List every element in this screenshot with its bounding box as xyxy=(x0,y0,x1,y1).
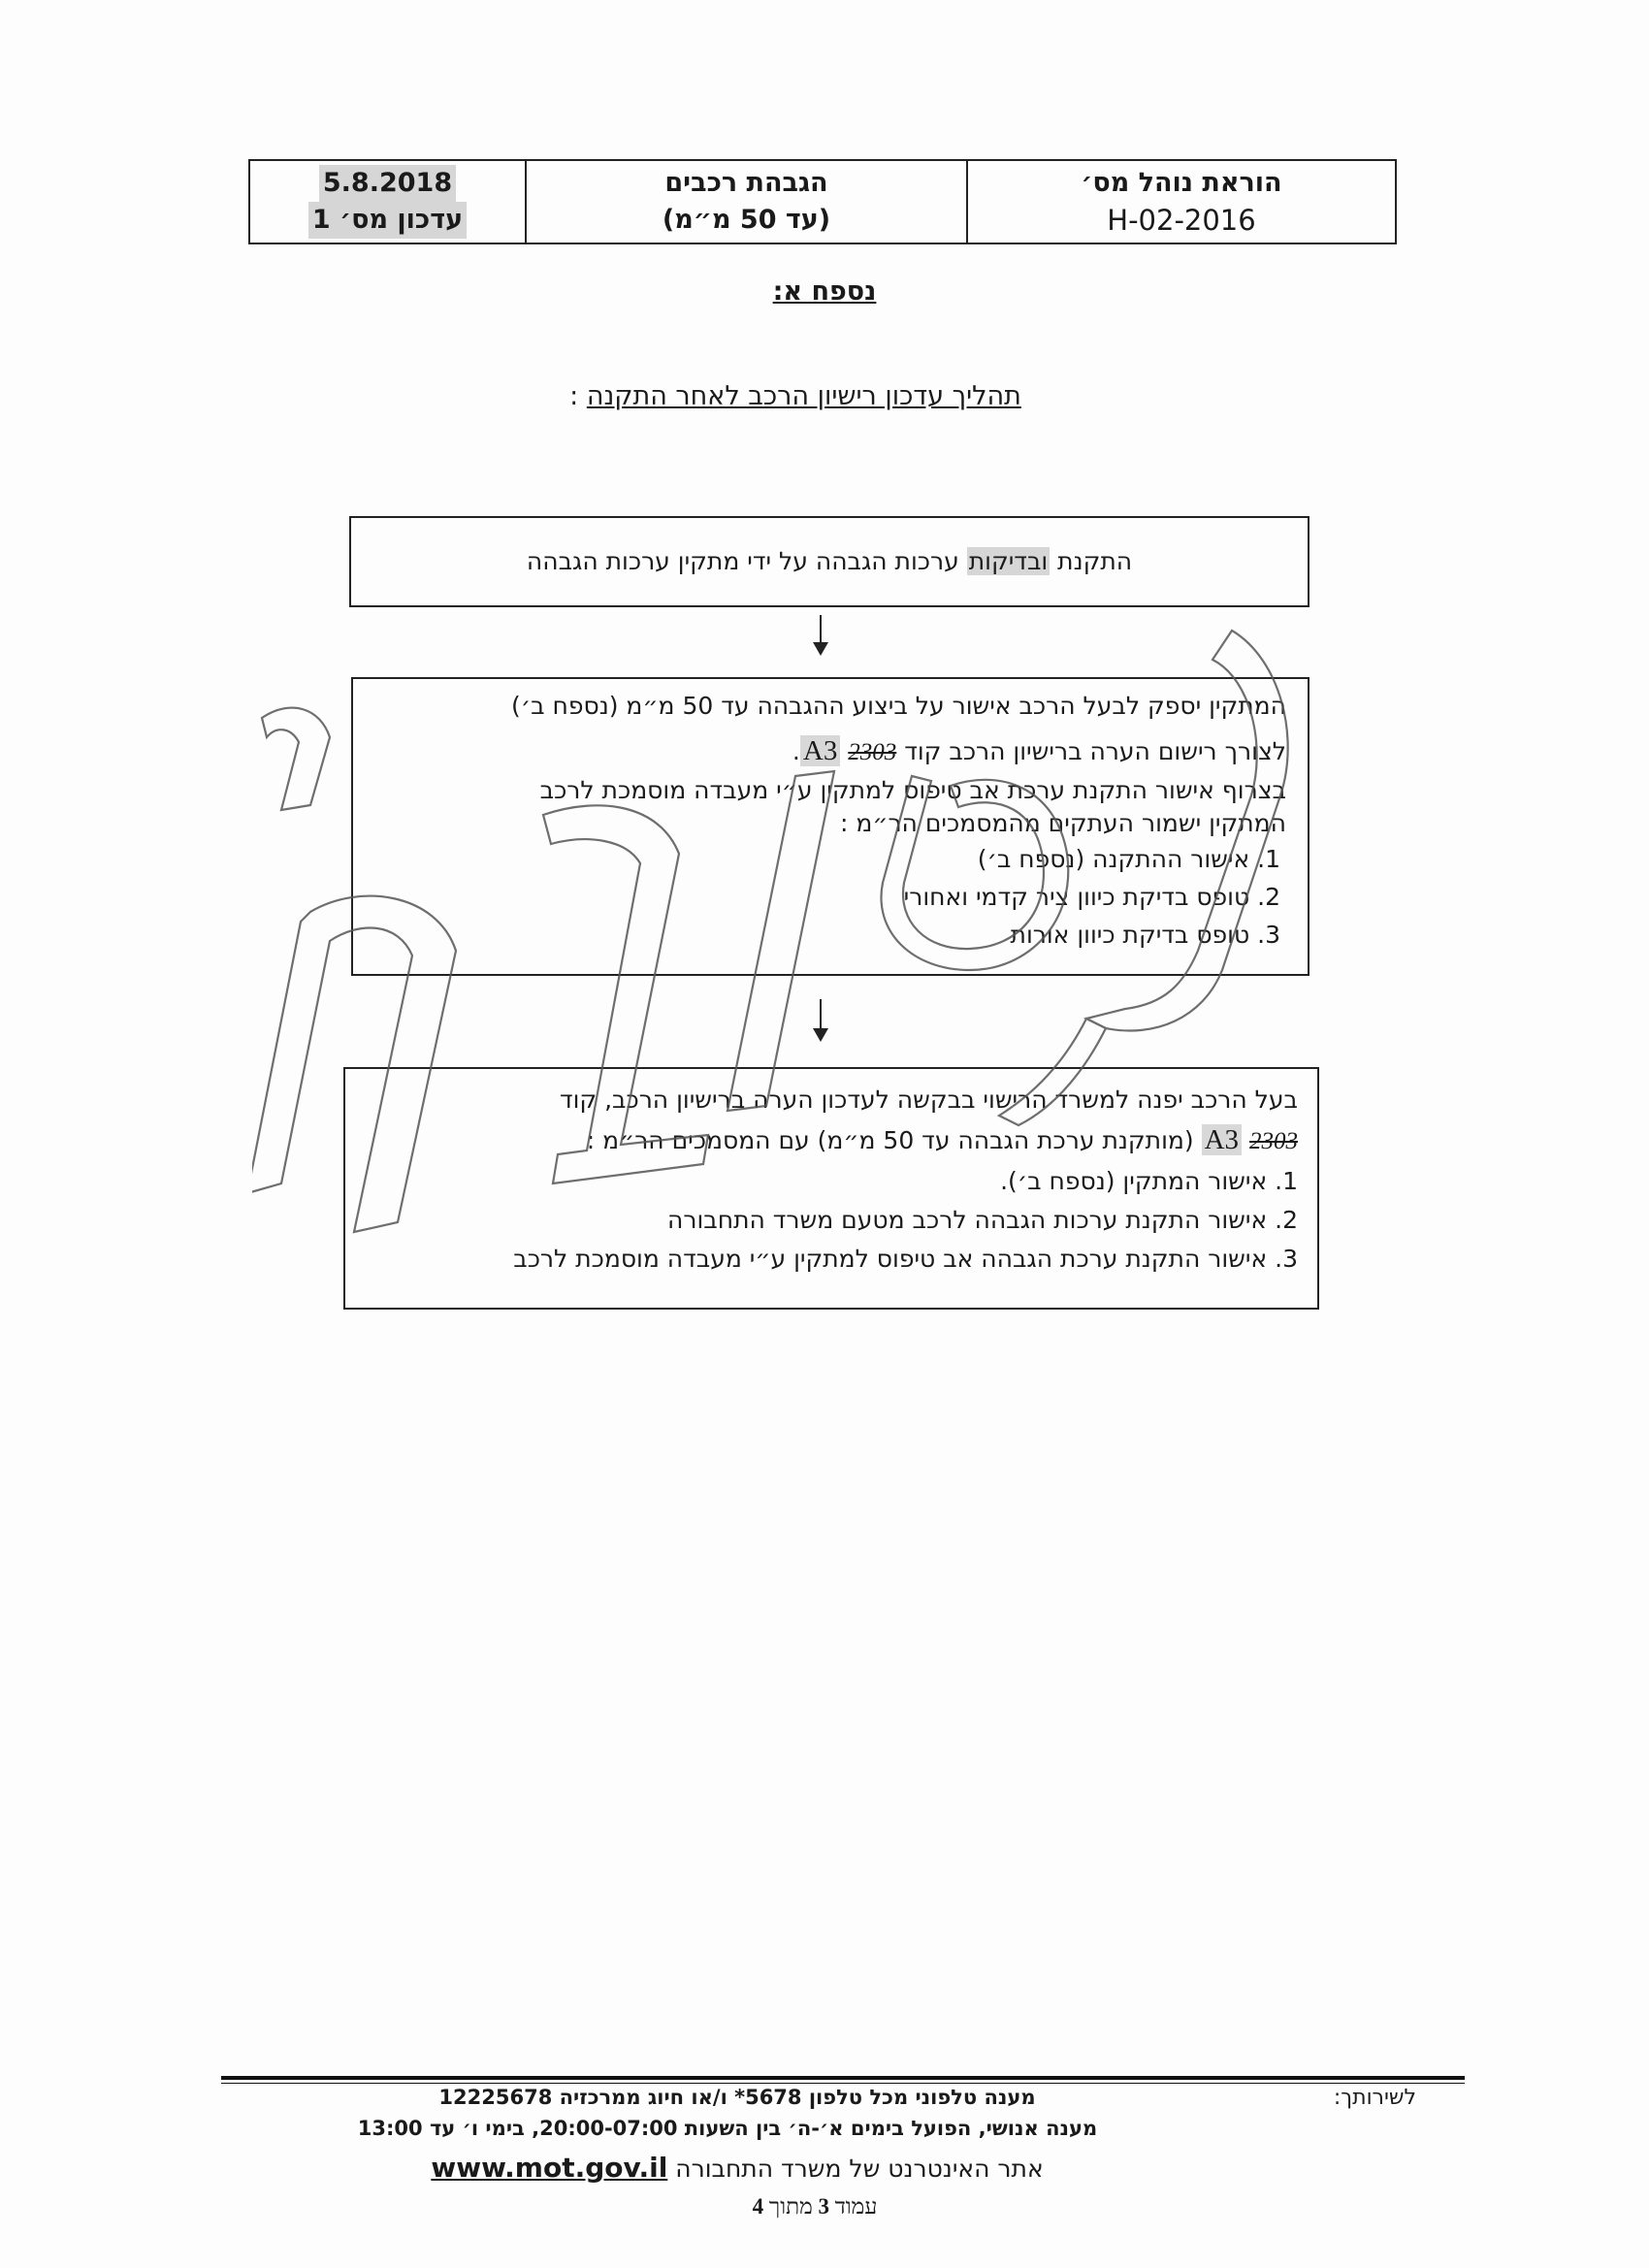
step3-line1: בעל הרכב יפנה למשרד הרישוי בבקשה לעדכון הערה ברישיון הרכב, קוד xyxy=(559,1085,1298,1114)
footer-website-link[interactable]: www.mot.gov.il xyxy=(431,2152,668,2184)
appendix-title-wrap xyxy=(630,276,1018,307)
page-prefix: עמוד xyxy=(828,2194,878,2219)
header-subject: הגבהת רכבים xyxy=(664,168,828,198)
step2-line2-text: לצורך רישום הערה ברישיון הרכב קוד xyxy=(896,737,1286,765)
process-title-colon: : xyxy=(569,381,579,411)
step2-code-struck: 2303 xyxy=(848,739,897,765)
process-title: תהליך עדכון רישיון הרכב לאחר התקנה xyxy=(586,381,1021,411)
step1-text-a: התקנת xyxy=(1050,547,1133,575)
step2-code-a3: A3 xyxy=(800,735,840,766)
cancelled-watermark xyxy=(252,601,1455,1474)
header-table xyxy=(248,159,1397,244)
page-total: 4 xyxy=(752,2194,764,2219)
step2-line2-end: . xyxy=(792,737,800,765)
process-title-wrap xyxy=(485,381,1106,411)
step2-line4: המתקין ישמור העתקים מהמסמכים הר״מ : xyxy=(839,809,1286,837)
header-procedure-number: H-02-2016 xyxy=(1107,204,1256,237)
step3-line2-text: (מותקנת ערכת הגבהה עד 50 מ״מ) עם המסמכים הר״מ : xyxy=(586,1126,1202,1154)
step2-item-2: 2. טופס בדיקת כיוון ציר קדמי ואחורי xyxy=(903,883,1280,911)
step3-item-2: 2. אישור התקנת ערכות הגבהה לרכב מטעם משרד התחבורה xyxy=(667,1206,1298,1234)
appendix-title: נספח א: xyxy=(772,276,877,307)
step1-text xyxy=(527,542,1132,581)
header-update-number: עדכון מס׳ 1 xyxy=(308,202,467,239)
header-subject-cell xyxy=(527,161,968,243)
header-date: 5.8.2018 xyxy=(319,165,456,202)
footer-website-line xyxy=(369,2152,1106,2184)
step3-code-struck: 2303 xyxy=(1249,1128,1298,1154)
footer-website-text: אתר האינטרנט של משרד התחבורה xyxy=(675,2155,1044,2183)
step2-item-1: 1. אישור ההתקנה (נספח ב׳) xyxy=(977,845,1280,873)
page-mid: מתוך xyxy=(763,2194,819,2219)
footer-rule-thin xyxy=(221,2083,1465,2084)
footer-hours-line: מענה אנושי, הפועל בימים א׳-ה׳ בין השעות 20:00-07:00, בימי ו׳ עד 13:00 xyxy=(357,2117,1098,2140)
step1-box xyxy=(349,516,1310,607)
header-procedure-cell xyxy=(968,161,1395,243)
step3-item-1: 1. אישור המתקין (נספח ב׳). xyxy=(1000,1167,1298,1195)
step3-item-3: 3. אישור התקנת ערכת הגבהה אב טיפוס למתקין ע״י מעבדה מוסמכת לרכב xyxy=(513,1245,1298,1273)
step2-item-3: 3. טופס בדיקת כיוון אורות xyxy=(1010,921,1280,949)
footer-phone-line: מענה טלפוני מכל טלפון 5678* ו/או חיוג ממרכזיה 12225678 xyxy=(438,2086,1036,2109)
step2-line3: בצרוף אישור התקנת ערכת אב טיפוס למתקין ע״י מעבדה מוסמכת לרכב xyxy=(539,776,1286,804)
step1-text-b: ערכות הגבהה על ידי מתקין ערכות הגבהה xyxy=(526,547,967,575)
header-subject-limit: (עד 50 מ״מ) xyxy=(662,205,831,235)
step3-code-a3: A3 xyxy=(1202,1124,1242,1155)
footer-rule-thick xyxy=(221,2076,1465,2080)
footer-page-number xyxy=(543,2194,1086,2219)
header-date-cell xyxy=(250,161,527,243)
page-current: 3 xyxy=(818,2194,829,2219)
header-procedure-label: הוראת נוהל מס׳ xyxy=(1081,168,1282,198)
step2-line1: המתקין יספק לבעל הרכב אישור על ביצוע ההגבהה עד 50 מ״מ (נספח ב׳) xyxy=(511,692,1286,720)
footer-service-label: לשירותך: xyxy=(1333,2086,1416,2110)
step1-text-shaded: ובדיקות xyxy=(968,547,1049,575)
